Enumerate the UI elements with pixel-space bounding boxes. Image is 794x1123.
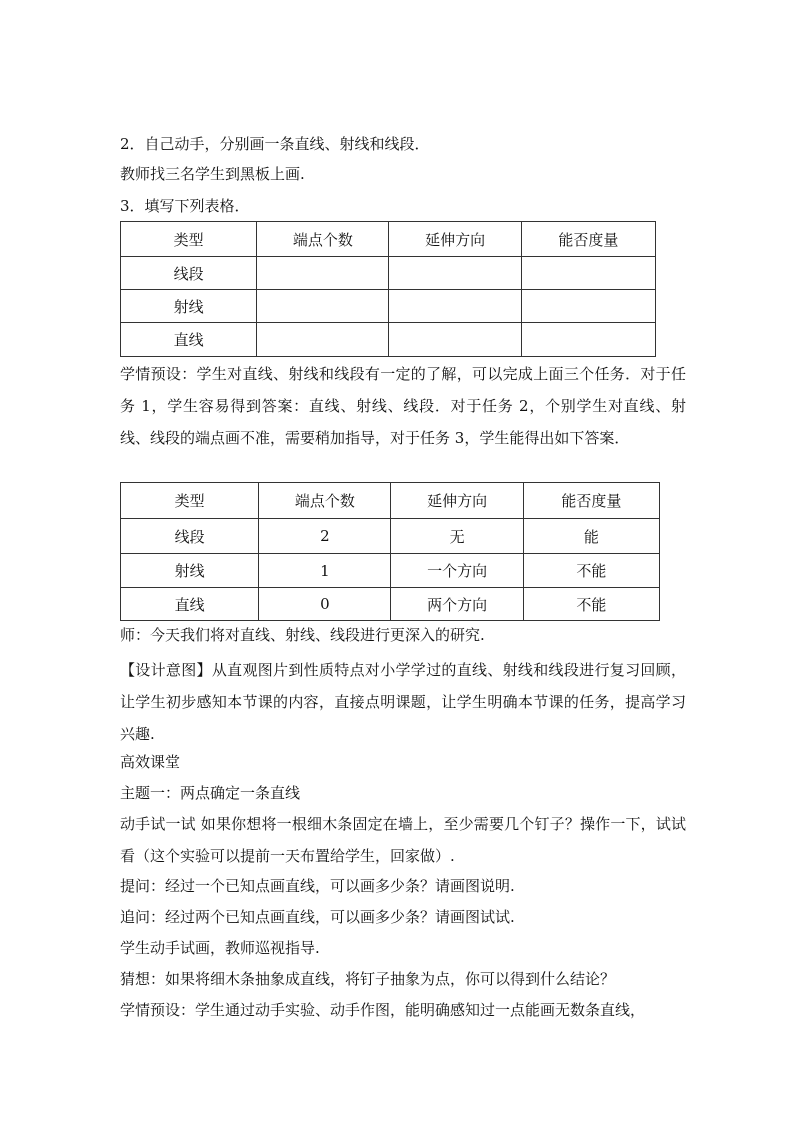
- table2-header: 端点个数: [259, 483, 391, 519]
- table2-header: 能否度量: [523, 483, 659, 519]
- prediction-line: 学情预设：学生通过动手实验、动手作图，能明确感知过一点能画无数条直线，: [120, 1001, 646, 1019]
- topic-heading: 主题一：两点确定一条直线: [120, 784, 301, 802]
- table1-cell: [389, 290, 521, 323]
- table-row: [121, 290, 656, 323]
- table2-cell: 不能: [523, 588, 659, 621]
- table2-cell: 无: [391, 519, 523, 554]
- table1-header: 延伸方向: [389, 222, 521, 257]
- table2-cell: 一个方向: [391, 554, 523, 588]
- table1-cell: 线段: [121, 257, 257, 290]
- conjecture-line: 猜想：如果将细木条抽象成直线，将钉子抽象为点，你可以得到什么结论？: [120, 970, 616, 988]
- table-row: [121, 257, 656, 290]
- table-row: [121, 323, 656, 357]
- table1-cell: 直线: [121, 323, 257, 357]
- table1-cell: [389, 323, 521, 357]
- student-prediction-paragraph: 学情预设：学生对直线、射线和线段有一定的了解，可以完成上面三个任务．对于任务 1，学生容易得到答案：直线、射线、线段．对于任务 2，个别学生对直线、射线、线段的端点画不准，需要稍加指导，对于任务 3，学生能得出如下答案．: [120, 365, 686, 447]
- table-row: [121, 519, 660, 554]
- table2-cell: 1: [259, 554, 391, 588]
- table1-header: 能否度量: [521, 222, 655, 257]
- question-line: 提问：经过一个已知点画直线，可以画多少条？请画图说明.: [120, 877, 515, 895]
- table2-cell: 射线: [121, 554, 259, 588]
- follow-up-question-line: 追问：经过两个已知点画直线，可以画多少条？请画图试试.: [120, 908, 515, 926]
- table1-cell: 射线: [121, 290, 257, 323]
- table1-cell: [257, 257, 389, 290]
- table-row: [121, 554, 660, 588]
- teacher-note-line: 教师找三名学生到黑板上画.: [120, 165, 305, 183]
- task2-line: 2．自己动手，分别画一条直线、射线和线段．: [120, 135, 430, 153]
- table2-header: 类型: [121, 483, 259, 519]
- table2-cell: 0: [259, 588, 391, 621]
- table1-header: 端点个数: [257, 222, 389, 257]
- table1-cell: [257, 323, 389, 357]
- hands-on-paragraph: 动手试一试 如果你想将一根细木条固定在墙上，至少需要几个钉子？操作一下，试试看（这个实验可以提前一天布置给学生，回家做）.: [120, 815, 686, 865]
- table2-cell: 不能: [523, 554, 659, 588]
- blank-table: [120, 221, 656, 357]
- table-row: [121, 588, 660, 621]
- table2-cell: 直线: [121, 588, 259, 621]
- table1-cell: [521, 323, 655, 357]
- table1-cell: [257, 290, 389, 323]
- table2-cell: 能: [523, 519, 659, 554]
- table2-cell: 线段: [121, 519, 259, 554]
- table2-header: 延伸方向: [391, 483, 523, 519]
- table1-cell: [521, 290, 655, 323]
- section-heading: 高效课堂: [120, 753, 181, 771]
- table1-cell: [389, 257, 521, 290]
- table1-header: 类型: [121, 222, 257, 257]
- student-activity-line: 学生动手试画，教师巡视指导.: [120, 939, 320, 957]
- task3-line: 3．填写下列表格．: [120, 197, 250, 215]
- table2-cell: 2: [259, 519, 391, 554]
- table2-cell: 两个方向: [391, 588, 523, 621]
- table1-cell: [521, 257, 655, 290]
- answer-table: [120, 482, 660, 621]
- design-intent-paragraph: 【设计意图】从直观图片到性质特点对小学学过的直线、射线和线段进行复习回顾，让学生初步感知本节课的内容，直接点明课题，让学生明确本节课的任务，提高学习兴趣.: [120, 661, 686, 743]
- teacher-statement-line: 师：今天我们将对直线、射线、线段进行更深入的研究.: [120, 626, 485, 644]
